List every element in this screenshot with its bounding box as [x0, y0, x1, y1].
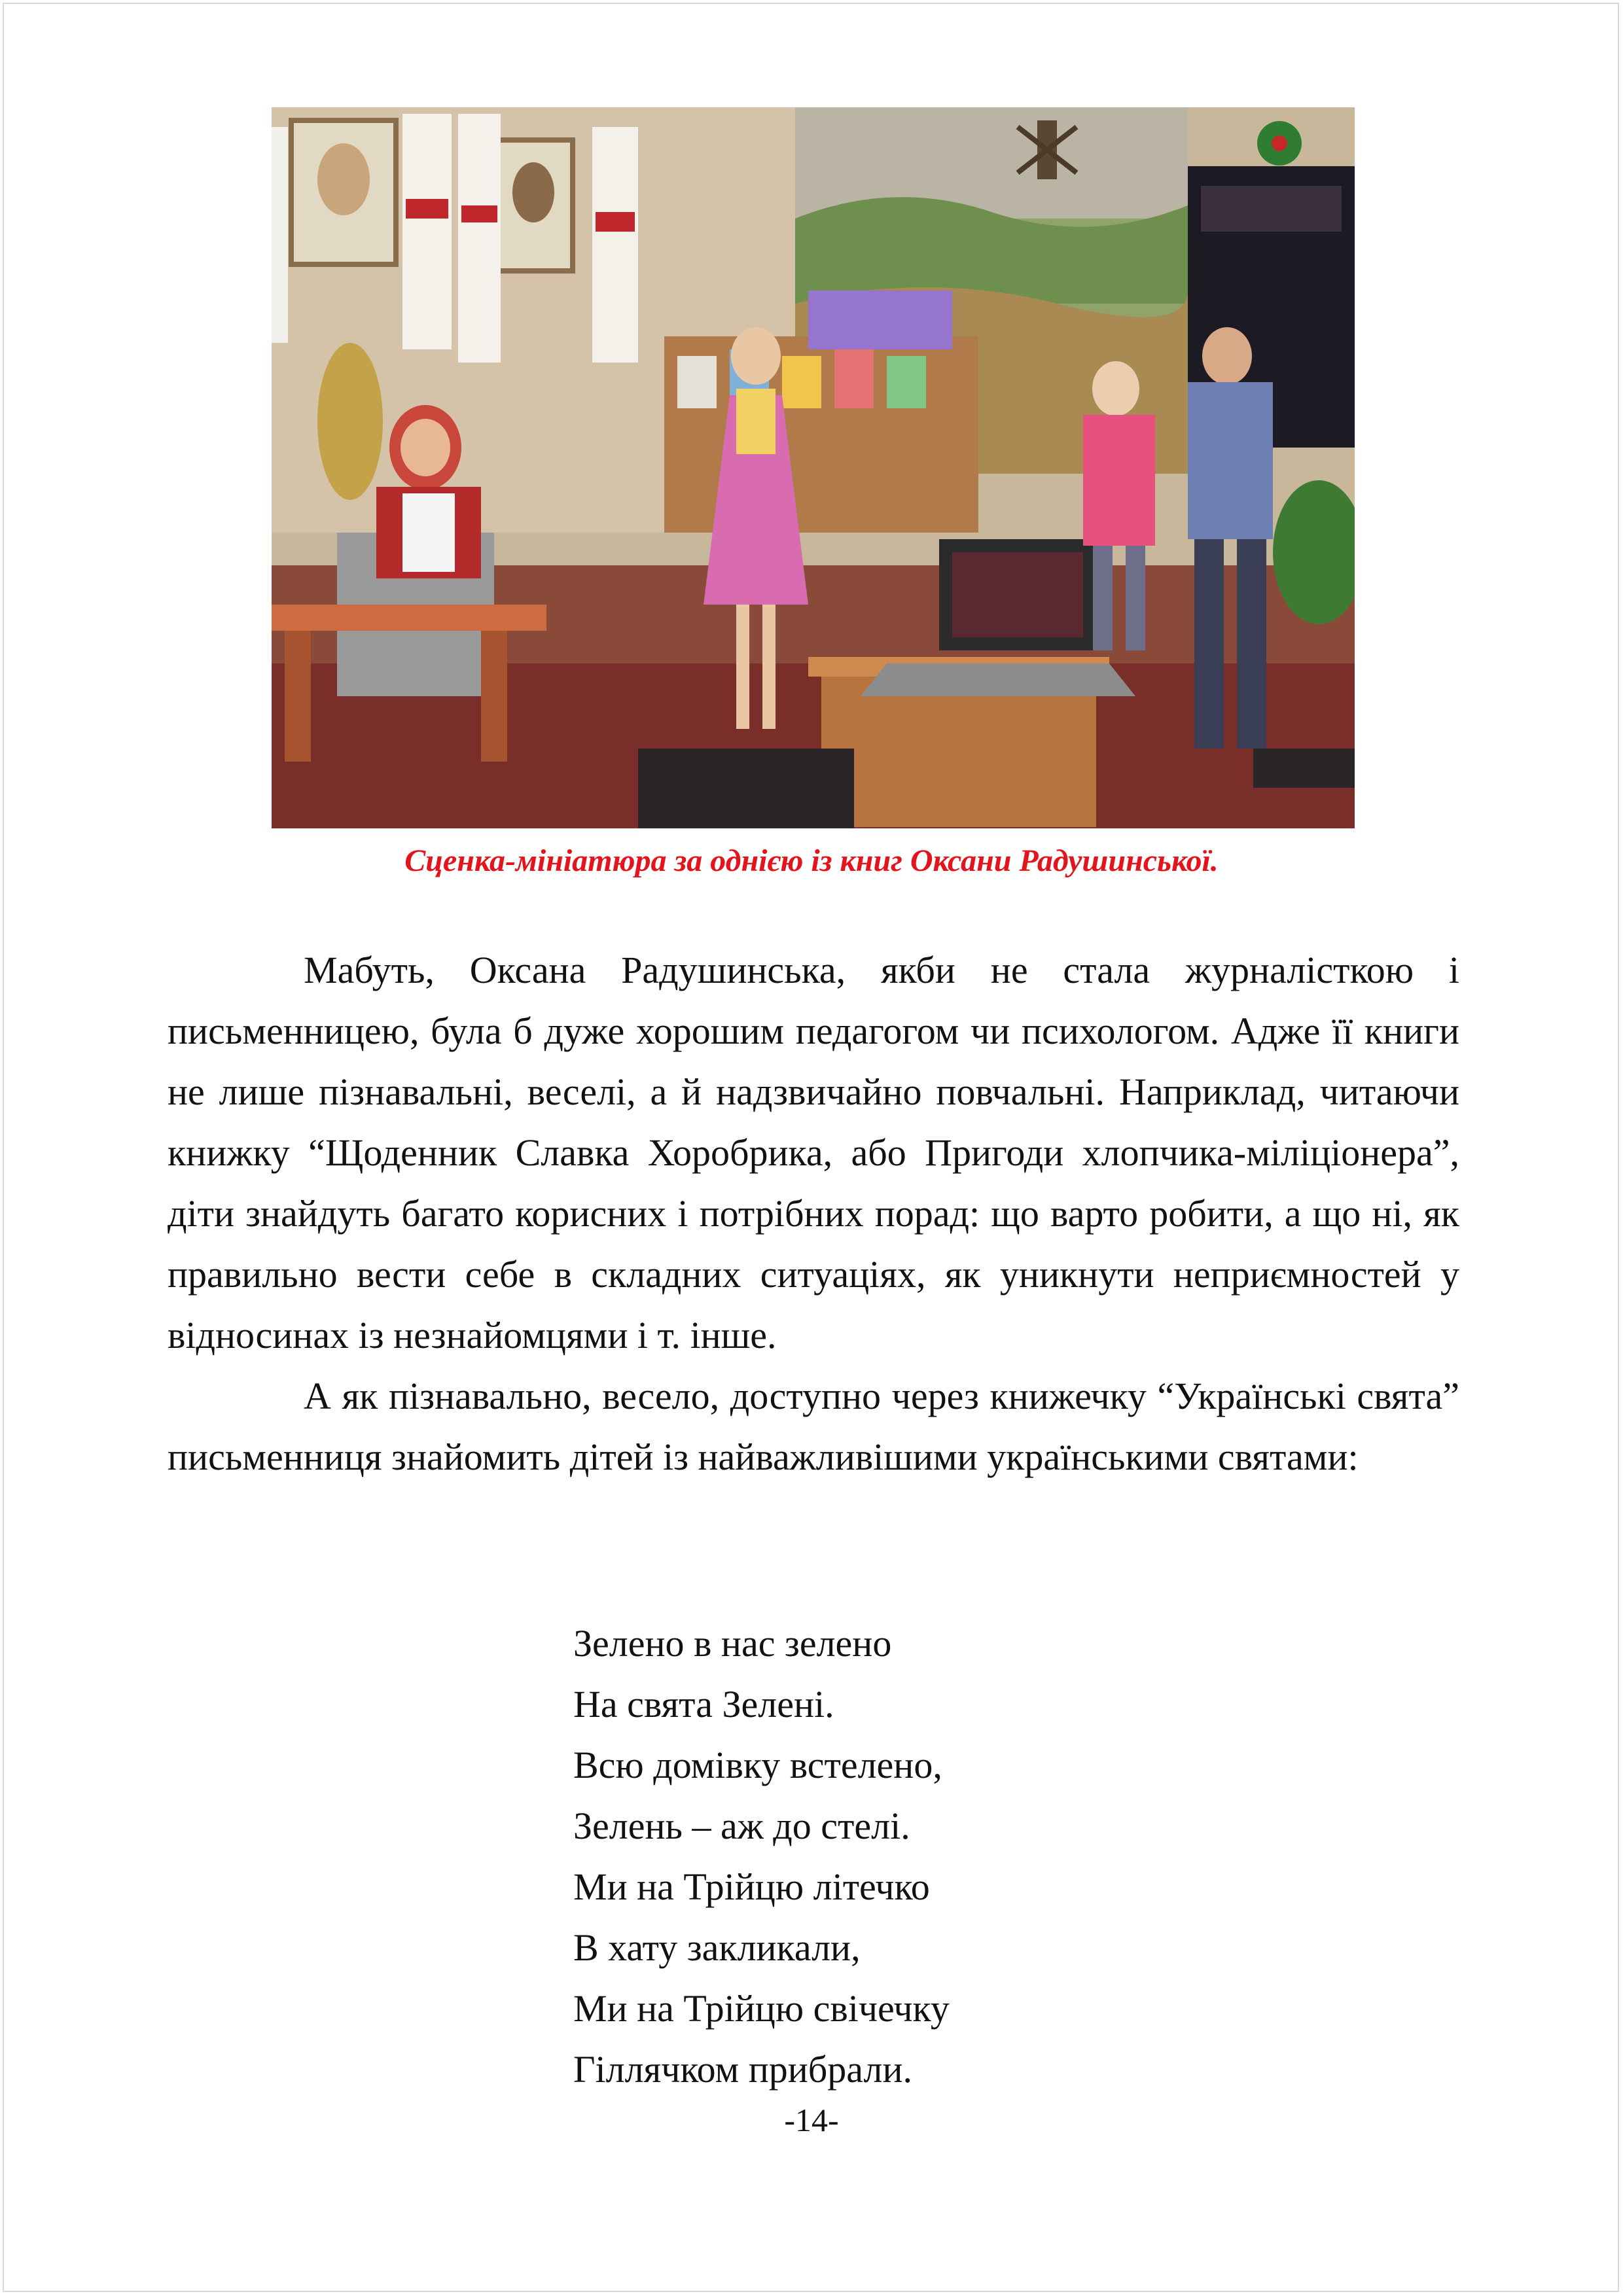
body-text	[168, 940, 1459, 1487]
event-photo	[272, 107, 1355, 828]
poem-line: Зелень – аж до стелі.	[573, 1805, 910, 1847]
poem-line: В хату закликали,	[573, 1926, 861, 1969]
page-number: -14-	[784, 2102, 839, 2138]
paragraph: А як пізнавально, весело, доступно через книжечку “Українські свята” письменниця знайомить дітей із найважливішими українськими святами:	[168, 1375, 1459, 1478]
poem-line: Зелено в нас зелено	[573, 1622, 892, 1665]
poem-line: Гіллячком прибрали.	[573, 2048, 913, 2091]
poem-line: Ми на Трійцю свічечку	[573, 1987, 950, 2030]
paragraph: Мабуть, Оксана Радушинська, якби не стала журналісткою і письменницею, була б дуже хорошим педагогом чи психологом. Адже її книги не лише пізнавальні, веселі, а й надзвичайно повчальні. Наприклад, читаючи книжку “Щоденник Славка Хоробрика, або Пригоди хлопчика-міліціонера”, діти знайдуть багато корисних і потрібних порад: що варто робити, а що ні, як правильно вести себе в складних ситуаціях, як уникнути неприємностей у відносинах із незнайомцями і т. інше.	[168, 949, 1459, 1356]
figure-caption: Сценка-мініатюра за однією із книг Оксани Радушинської.	[404, 843, 1219, 878]
poem-line: Ми на Трійцю літечко	[573, 1865, 930, 1908]
poem-line: Всю домівку встелено,	[573, 1744, 942, 1786]
poem	[573, 1613, 950, 2100]
poem-line: На свята Зелені.	[573, 1683, 834, 1725]
